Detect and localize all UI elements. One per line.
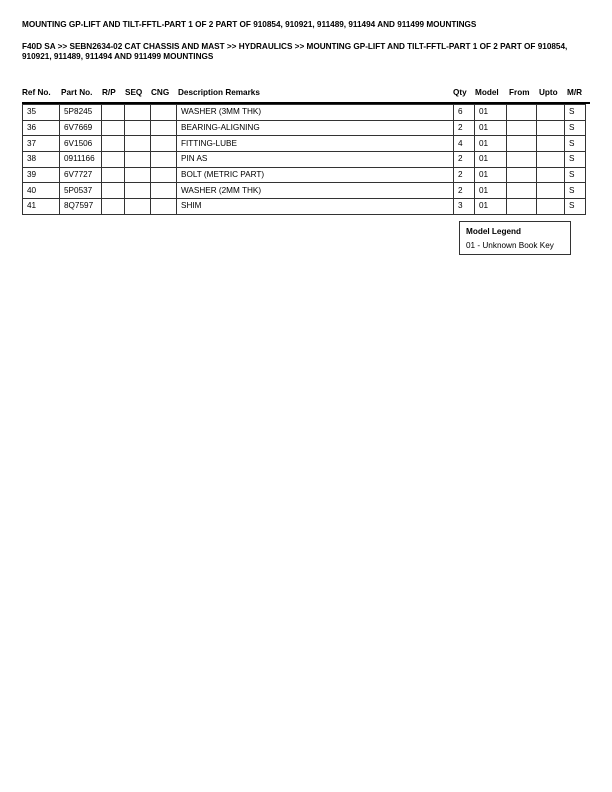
cell-part-no: 5P0537 <box>60 183 102 199</box>
cell-seq <box>125 167 151 183</box>
cell-mr: S <box>565 167 586 183</box>
cell-mr: S <box>565 120 586 136</box>
cell-ref-no: 41 <box>23 199 60 215</box>
legend-title: Model Legend <box>466 227 522 236</box>
header-ref-no: Ref No. <box>22 88 51 97</box>
header-part-no: Part No. <box>61 88 93 97</box>
cell-description: WASHER (2MM THK) <box>177 183 454 199</box>
cell-upto <box>537 199 565 215</box>
model-legend <box>459 221 571 255</box>
cell-description: FITTING-LUBE <box>177 136 454 152</box>
cell-cng <box>151 152 177 168</box>
table-row <box>23 167 586 183</box>
cell-rp <box>102 152 125 168</box>
cell-from <box>507 120 537 136</box>
header-description: Description Remarks <box>178 88 260 97</box>
cell-model: 01 <box>475 199 507 215</box>
cell-qty: 2 <box>454 152 475 168</box>
cell-from <box>507 183 537 199</box>
cell-seq <box>125 152 151 168</box>
cell-model: 01 <box>475 152 507 168</box>
cell-ref-no: 38 <box>23 152 60 168</box>
header-cng: CNG <box>151 88 170 97</box>
cell-model: 01 <box>475 136 507 152</box>
cell-part-no: 5P8245 <box>60 105 102 121</box>
header-model: Model <box>475 88 499 97</box>
table-row <box>23 152 586 168</box>
cell-mr: S <box>565 136 586 152</box>
cell-description: WASHER (3MM THK) <box>177 105 454 121</box>
cell-from <box>507 167 537 183</box>
cell-seq <box>125 105 151 121</box>
table-row <box>23 183 586 199</box>
cell-ref-no: 39 <box>23 167 60 183</box>
cell-description: SHIM <box>177 199 454 215</box>
cell-ref-no: 35 <box>23 105 60 121</box>
cell-rp <box>102 136 125 152</box>
cell-ref-no: 36 <box>23 120 60 136</box>
cell-model: 01 <box>475 167 507 183</box>
cell-qty: 3 <box>454 199 475 215</box>
cell-part-no: 6V7669 <box>60 120 102 136</box>
table-row <box>23 136 586 152</box>
cell-ref-no: 40 <box>23 183 60 199</box>
cell-ref-no: 37 <box>23 136 60 152</box>
cell-mr: S <box>565 105 586 121</box>
cell-description: PIN AS <box>177 152 454 168</box>
cell-part-no: 8Q7597 <box>60 199 102 215</box>
cell-cng <box>151 199 177 215</box>
cell-model: 01 <box>475 183 507 199</box>
cell-model: 01 <box>475 120 507 136</box>
cell-part-no: 6V7727 <box>60 167 102 183</box>
cell-qty: 2 <box>454 167 475 183</box>
cell-mr: S <box>565 199 586 215</box>
cell-qty: 4 <box>454 136 475 152</box>
page-title: MOUNTING GP-LIFT AND TILT-FFTL-PART 1 OF 2 PART OF 910854, 910921, 911489, 911494 AND 911499 MOUNTINGS <box>22 20 477 29</box>
cell-rp <box>102 167 125 183</box>
header-mr: M/R <box>567 88 583 97</box>
header-qty: Qty <box>453 88 467 97</box>
table-row <box>23 120 586 136</box>
parts-table <box>22 104 586 215</box>
cell-model: 01 <box>475 105 507 121</box>
cell-upto <box>537 167 565 183</box>
cell-part-no: 0911166 <box>60 152 102 168</box>
header-rp: R/P <box>102 88 116 97</box>
cell-cng <box>151 183 177 199</box>
cell-cng <box>151 167 177 183</box>
cell-from <box>507 199 537 215</box>
cell-qty: 6 <box>454 105 475 121</box>
table-row <box>23 199 586 215</box>
cell-upto <box>537 152 565 168</box>
cell-cng <box>151 136 177 152</box>
cell-cng <box>151 105 177 121</box>
cell-rp <box>102 199 125 215</box>
cell-from <box>507 136 537 152</box>
cell-mr: S <box>565 152 586 168</box>
cell-qty: 2 <box>454 120 475 136</box>
cell-qty: 2 <box>454 183 475 199</box>
cell-seq <box>125 199 151 215</box>
table-header <box>22 88 590 98</box>
cell-from <box>507 152 537 168</box>
cell-seq <box>125 120 151 136</box>
table-row <box>23 105 586 121</box>
cell-description: BEARING-ALIGNING <box>177 120 454 136</box>
header-seq: SEQ <box>125 88 143 97</box>
header-from: From <box>509 88 530 97</box>
cell-mr: S <box>565 183 586 199</box>
cell-from <box>507 105 537 121</box>
legend-item: 01 - Unknown Book Key <box>466 241 554 250</box>
breadcrumb: F40D SA >> SEBN2634-02 CAT CHASSIS AND MAST >> HYDRAULICS >> MOUNTING GP-LIFT AND TILT-FFTL-PART 1 OF 2 PART OF 910854, 910921, 911489, 911494 AND 911499 MOUNTINGS <box>22 42 568 61</box>
cell-upto <box>537 105 565 121</box>
cell-upto <box>537 136 565 152</box>
cell-seq <box>125 136 151 152</box>
cell-rp <box>102 183 125 199</box>
cell-description: BOLT (METRIC PART) <box>177 167 454 183</box>
cell-rp <box>102 105 125 121</box>
cell-rp <box>102 120 125 136</box>
cell-upto <box>537 120 565 136</box>
header-upto: Upto <box>539 88 558 97</box>
cell-seq <box>125 183 151 199</box>
cell-cng <box>151 120 177 136</box>
cell-part-no: 6V1506 <box>60 136 102 152</box>
cell-upto <box>537 183 565 199</box>
